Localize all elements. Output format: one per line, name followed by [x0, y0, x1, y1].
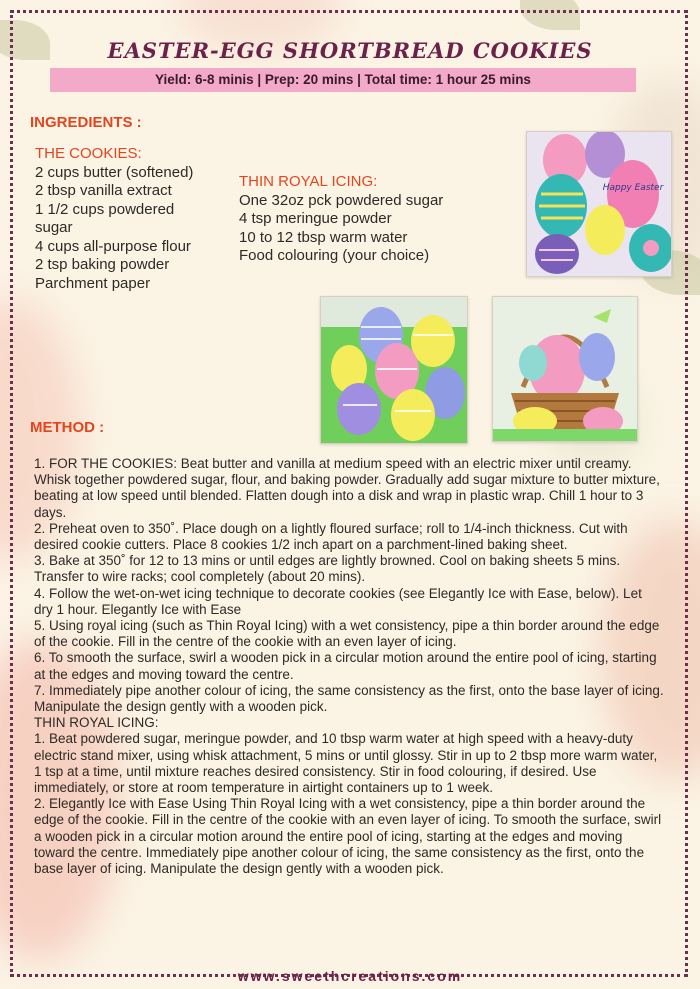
cookies-heading: THE COOKIES: — [35, 145, 142, 162]
photo-easter-basket — [492, 296, 638, 442]
ingredient-item: Food colouring (your choice) — [239, 247, 430, 264]
ingredient-item: One 32oz pck powdered sugar — [239, 191, 444, 209]
photo-easter-cookies-top — [526, 131, 672, 277]
footer-website: www.sweethcreations.com — [237, 968, 463, 984]
icing-ingredient-list — [239, 173, 443, 266]
ingredient-item: sugar — [35, 219, 73, 236]
ingredient-item: 4 cups all-purpose flour — [35, 237, 191, 255]
ingredient-item: 2 tbsp vanilla extract — [35, 182, 172, 199]
method-steps — [34, 456, 664, 877]
recipe-title: EASTER-EGG SHORTBREAD COOKIES — [107, 38, 593, 63]
photo-egg-text: Happy Easter — [602, 183, 664, 193]
method-step: 3. Bake at 350˚ for 12 to 13 mins or until edges are lightly browned. Cool on baking sheets 5 mins. Transfer to wire racks; cool completely (about 20 mins). — [34, 553, 621, 585]
method-step: 4. Follow the wet-on-wet icing technique to decorate cookies (see Elegantly Ice with Ease, below). Let dry 1 hour. Elegantly Ice with Ease — [34, 585, 642, 617]
method-step: 6. To smooth the surface, swirl a wooden pick in a circular motion around the entire pool of icing, starting at the edges and moving toward the centre. — [34, 650, 657, 682]
ingredients-heading: INGREDIENTS : — [30, 114, 142, 131]
method-subheading: THIN ROYAL ICING: — [34, 715, 159, 731]
method-heading: METHOD : — [30, 419, 105, 436]
method-step: 5. Using royal icing (such as Thin Royal Icing) with a wet consistency, pipe a thin border around the edge of the cookie. Fill in the centre of the cookie with an even layer of icing. — [34, 618, 660, 650]
recipe-yield-bar: Yield: 6-8 minis | Prep: 20 mins | Total time: 1 hour 25 mins — [50, 68, 636, 92]
cookies-ingredient-list — [35, 145, 193, 293]
ingredient-item: 2 tsp baking powder — [35, 256, 170, 273]
method-step: 2. Preheat oven to 350˚. Place dough on a lightly floured surface; roll to 1/4-inch thickness. Cut with desired cookie cutters. Place 8 cookies 1/2 inch apart on a parchment-lined baking sheet. — [34, 520, 628, 553]
ingredient-item: 1 1/2 cups powdered — [35, 200, 175, 218]
ingredient-item: Parchment paper — [35, 274, 151, 292]
ingredient-item: 10 to 12 tbsp warm water — [239, 228, 408, 246]
method-step: 1. Beat powdered sugar, meringue powder, and 10 tbsp warm water at high speed with a heavy-duty electric stand mixer, using whisk attachment, 5 mins or until glossy. Stir in up to 2 tbsp more warm water, 1 tsp at a time, until mixture reaches desired consistency. Stir in food colouring, if desired. Use immediately, or store at room temperature in airtight containers up to 1 week. — [34, 731, 658, 796]
ingredient-item: 2 cups butter (softened) — [35, 163, 194, 181]
photo-easter-cookies-grass — [320, 296, 468, 444]
ingredient-item: 4 tsp meringue powder — [239, 210, 392, 227]
method-step: 2. Elegantly Ice with Ease Using Thin Royal Icing with a wet consistency, pipe a thin border around the edge of the cookie. Fill in the centre of the cookie with an even layer of icing. To smooth the surface, swirl a wooden pick in a circular motion around the entire pool of icing, starting at the edges and moving toward the centre. Immediately pipe another colour of icing, the same consistency as the first, onto the base layer of icing. Manipulate the design gently with a wooden pick. — [34, 796, 662, 877]
method-step: 1. FOR THE COOKIES: Beat butter and vanilla at medium speed with an electric mixer until creamy. Whisk together powdered sugar, flour, and baking powder. Gradually add sugar mixture to butter mixture, beating at low speed until blended. Flatten dough into a disk and wrap in plastic wrap. Chill 1 hour to 3 days. — [34, 456, 660, 520]
method-step: 7. Immediately pipe another colour of icing, the same consistency as the first, onto the base layer of icing. Manipulate the design gently with a wooden pick. — [34, 682, 664, 715]
icing-heading: THIN ROYAL ICING: — [239, 173, 378, 190]
